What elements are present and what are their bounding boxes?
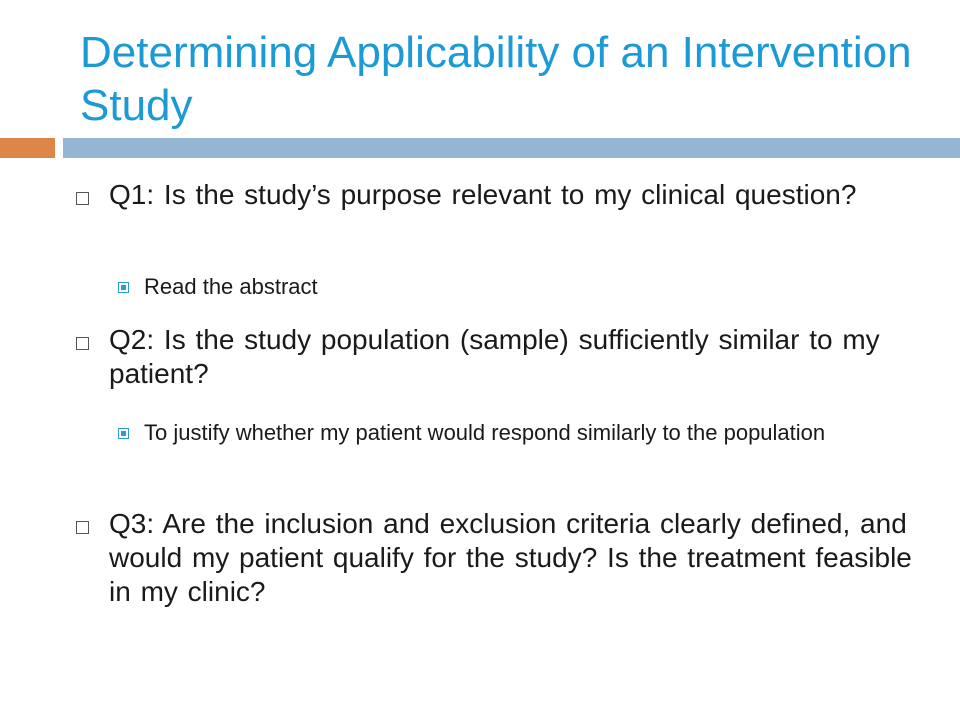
sub-text-1: Read the abstract (144, 274, 318, 299)
square-bullet-icon (76, 521, 89, 534)
filled-square-bullet-icon (118, 282, 129, 293)
question-text-1: Q1: Is the study’s purpose relevant to my clinical question? (109, 179, 857, 210)
square-bullet-icon (76, 192, 89, 205)
question-text-2: Q2: Is the study population (sample) sufficiently similar to my patient? (109, 324, 880, 389)
sub-text-2: To justify whether my patient would respond similarly to the population (144, 420, 826, 445)
filled-square-bullet-icon (118, 428, 129, 439)
slide-title: Determining Applicability of an Intervention Study (80, 28, 912, 130)
question-text-3: Q3: Are the inclusion and exclusion criteria clearly defined, and would my patient qualify for the study? Is the treatment feasible in my clinic? (109, 508, 912, 607)
square-bullet-icon (76, 337, 89, 350)
